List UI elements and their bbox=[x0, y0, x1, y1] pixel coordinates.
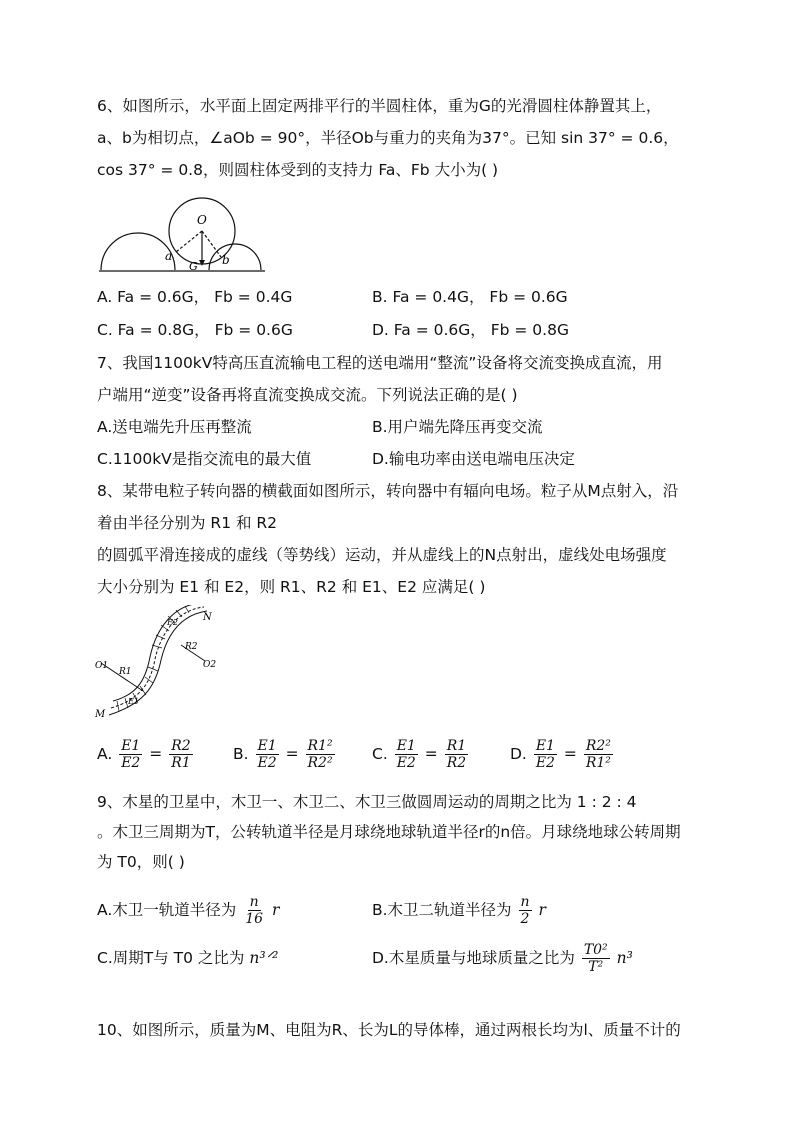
q8-option-b-frac-left: $\frac{E1}{E2}$ bbox=[257, 738, 277, 771]
q9-option-a-frac: $\frac{n}{16}$ bbox=[245, 894, 264, 927]
q8-option-c: C. $\frac{E1}{E2}$ = $\frac{R1}{R2}$ bbox=[372, 738, 467, 771]
q9-option-b-text: B.木卫二轨道半径为 bbox=[372, 901, 512, 919]
q6-option-b: B. Fa = 0.4G， Fb = 0.6G bbox=[372, 288, 568, 306]
q7-line-1: 7、我国1100kV特高压直流输电工程的送电端用“整流”设备将交流变换成直流，用 bbox=[97, 354, 663, 372]
q9-line-2: 。木卫三周期为T，公转轨道半径是月球绕地球轨道半径r的n倍。月球绕地球公转周期 bbox=[97, 823, 681, 841]
q6-label-o: O bbox=[197, 213, 207, 227]
q8-option-b: B. $\frac{E1}{E2}$ = $\frac{\text{R1²}}{\text{R2²}}$ bbox=[233, 738, 333, 771]
q8-label-e1: E1 bbox=[128, 697, 139, 706]
q8-label-m: M bbox=[95, 709, 106, 720]
q8-line-1: 8、某带电粒子转向器的横截面如图所示，转向器中有辐向电场。粒子从M点射入，沿 bbox=[97, 482, 679, 500]
q6-line-2: a、b为相切点，∠aOb = 90°，半径Ob与重力的夹角为37°。已知 sin 37° = 0.6， bbox=[97, 129, 679, 147]
q9-option-b-frac: $\frac{n}{2}$ bbox=[520, 894, 530, 927]
q8-option-d: D. $\frac{E1}{E2}$ = $\frac{\text{R2²}}{\text{R1²}}$ bbox=[510, 738, 611, 771]
q8-option-d-frac-right: $\frac{\text{R2²}}{\text{R1²}}$ bbox=[585, 738, 611, 771]
q8-label-r2: R2 bbox=[185, 642, 198, 652]
q9-option-d-tail: n³ bbox=[616, 949, 633, 967]
q6-label-g: G bbox=[189, 260, 198, 273]
q8-option-a-frac-left: $\frac{E1}{E2}$ bbox=[121, 738, 141, 771]
q8-line-4: 大小分别为 E1 和 E2，则 R1、R2 和 E1、E2 应满足( ) bbox=[97, 578, 486, 596]
q8-label-o2: O2 bbox=[203, 660, 217, 670]
q8-figure bbox=[95, 605, 225, 725]
q10-line-1: 10、如图所示，质量为M、电阻为R、长为L的导体棒，通过两根长均为l、质量不计的 bbox=[97, 1021, 681, 1039]
q8-option-d-frac-left: $\frac{E1}{E2}$ bbox=[535, 738, 555, 771]
q9-option-d bbox=[372, 942, 633, 975]
q9-option-a bbox=[97, 894, 279, 927]
q9-option-d-frac: $\frac{\text{T0²}}{\text{T²}}$ bbox=[583, 942, 608, 975]
q6-line-3: cos 37° = 0.8，则圆柱体受到的支持力 Fa、Fb 大小为( ) bbox=[97, 161, 499, 179]
q9-option-c-text: C.周期T与 T0 之比为 bbox=[97, 949, 245, 967]
q8-label-n: N bbox=[203, 612, 212, 623]
q6-option-a: A. Fa = 0.6G， Fb = 0.4G bbox=[97, 288, 293, 306]
q9-line-3: 为 T0，则( ) bbox=[97, 853, 185, 871]
q8-line-3: 的圆弧平滑连接成的虚线（等势线）运动，并从虚线上的N点射出，虚线处电场强度 bbox=[97, 546, 667, 564]
q9-option-b bbox=[372, 894, 546, 927]
q8-option-c-frac-right: $\frac{R1}{R2}$ bbox=[446, 738, 467, 771]
q6-label-a: a bbox=[165, 249, 173, 263]
q8-option-a-frac-right: $\frac{R2}{R1}$ bbox=[171, 738, 191, 771]
q7-option-d: D.输电功率由送电端电压决定 bbox=[372, 450, 575, 468]
q8-option-c-letter: C. bbox=[372, 745, 388, 763]
q9-option-a-text: A.木卫一轨道半径为 bbox=[97, 901, 237, 919]
q8-label-o1: O1 bbox=[95, 661, 109, 671]
q9-option-c-expr: n³ᐟ² bbox=[249, 949, 279, 967]
q8-option-b-letter: B. bbox=[233, 745, 249, 763]
q6-option-d: D. Fa = 0.6G， Fb = 0.8G bbox=[372, 321, 569, 339]
q7-line-2: 户端用“逆变”设备再将直流变换成交流。下列说法正确的是( ) bbox=[97, 386, 518, 404]
q6-line-1: 6、如图所示，水平面上固定两排平行的半圆柱体，重为G的光滑圆柱体静置其上， bbox=[97, 97, 662, 115]
q7-option-a: A.送电端先升压再整流 bbox=[97, 418, 252, 436]
q8-line-2: 着由半径分别为 R1 和 R2 bbox=[97, 514, 278, 532]
q8-option-b-frac-right: $\frac{\text{R1²}}{\text{R2²}}$ bbox=[307, 738, 333, 771]
q6-figure bbox=[97, 190, 267, 280]
q8-option-a-letter: A. bbox=[97, 745, 113, 763]
q8-label-e2: E2 bbox=[167, 618, 178, 627]
q9-option-d-text: D.木星质量与地球质量之比为 bbox=[372, 949, 575, 967]
q8-option-a: A. $\frac{E1}{E2}$ = $\frac{R2}{R1}$ bbox=[97, 738, 191, 771]
q9-line-1: 9、木星的卫星中，木卫一、木卫二、木卫三做圆周运动的周期之比为 1 : 2 : 4 bbox=[97, 793, 637, 811]
q8-option-d-letter: D. bbox=[510, 745, 527, 763]
q9-option-c bbox=[97, 948, 278, 968]
q7-option-c: C.1100kV是指交流电的最大值 bbox=[97, 450, 312, 468]
q7-option-b: B.用户端先降压再变交流 bbox=[372, 418, 543, 436]
q8-label-r1: R1 bbox=[119, 667, 132, 677]
q6-label-b: b bbox=[222, 253, 230, 267]
q9-option-b-tail: r bbox=[538, 901, 546, 919]
q8-option-c-frac-left: $\frac{E1}{E2}$ bbox=[396, 738, 416, 771]
q9-option-a-tail: r bbox=[271, 901, 280, 919]
q6-option-c: C. Fa = 0.8G， Fb = 0.6G bbox=[97, 321, 293, 339]
